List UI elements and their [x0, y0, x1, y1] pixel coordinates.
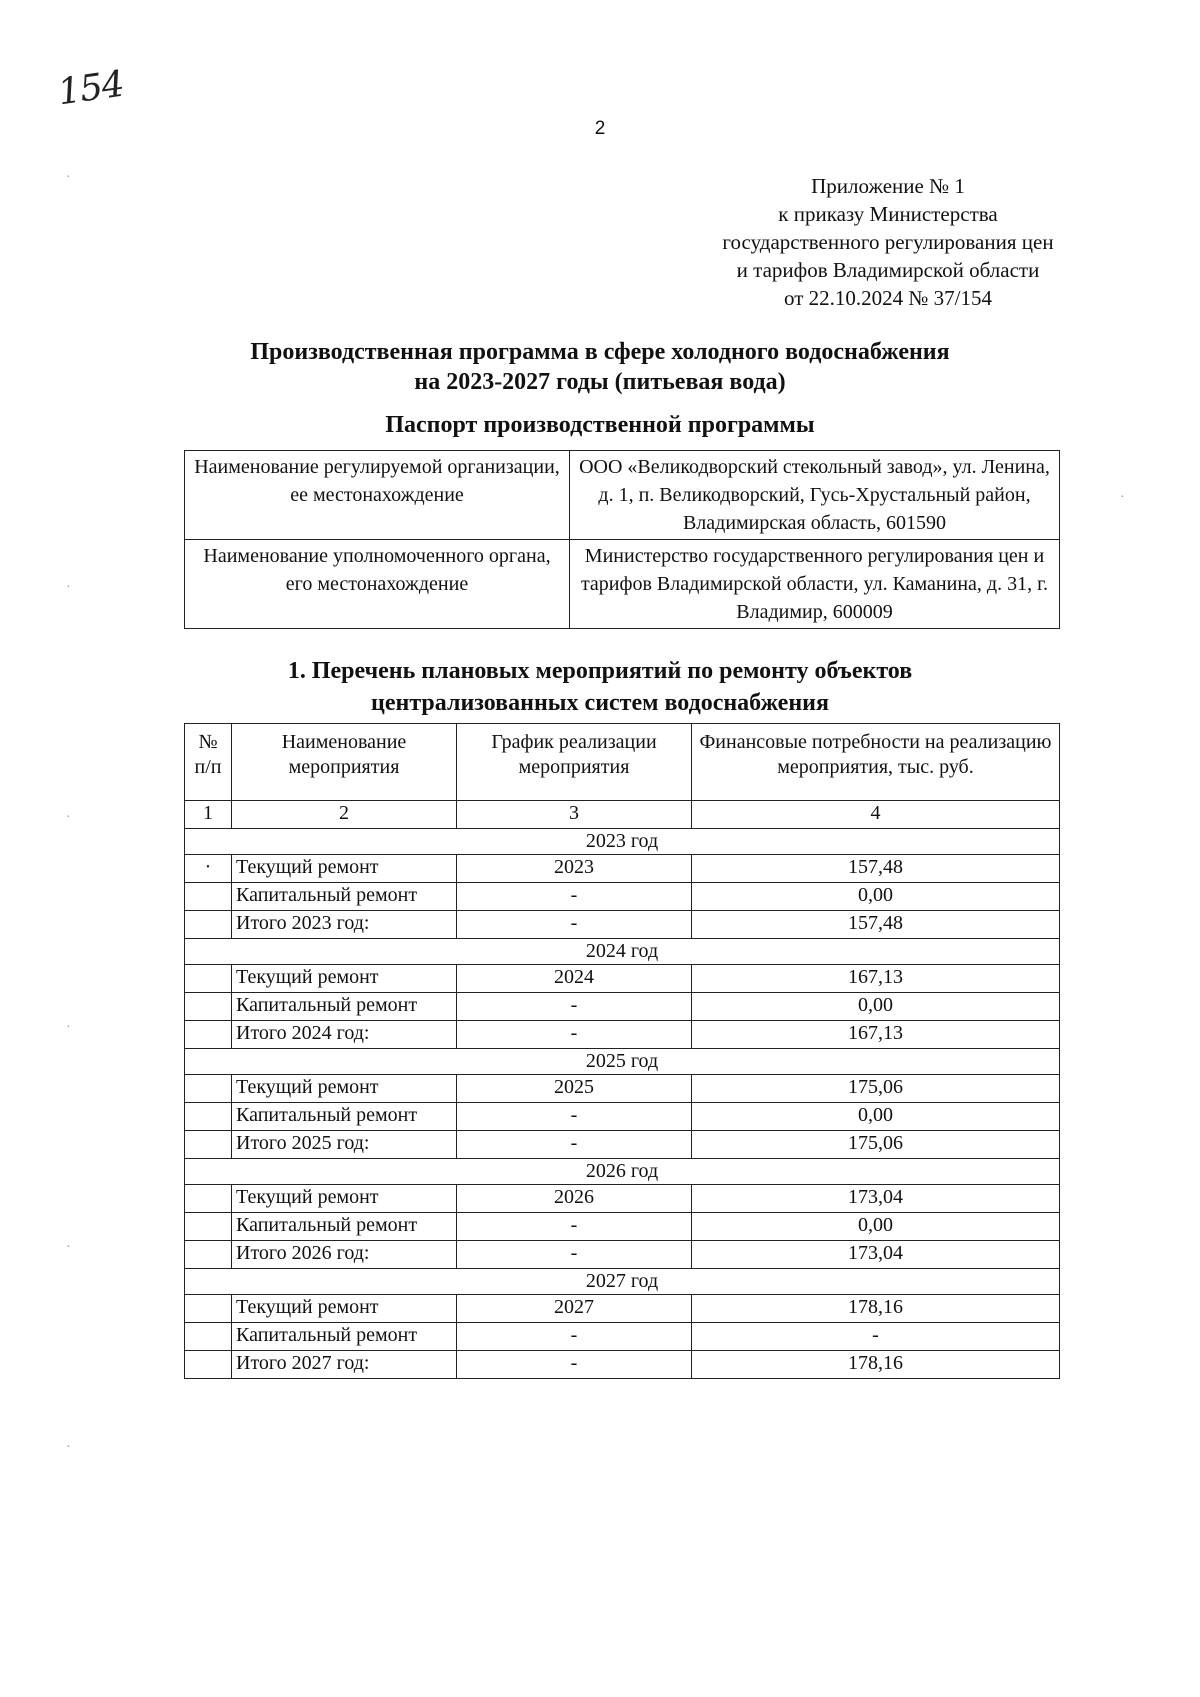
column-number-row — [185, 801, 1060, 829]
measure-name-cell: Капитальный ремонт — [232, 1323, 457, 1351]
row-number-cell — [185, 1131, 232, 1159]
schedule-cell: - — [457, 883, 692, 911]
amount-cell: 175,06 — [692, 1075, 1060, 1103]
column-header: Наименование мероприятия — [232, 724, 457, 801]
handwritten-page-note: 154 — [55, 63, 127, 114]
amount-cell: 0,00 — [692, 1213, 1060, 1241]
schedule-cell: - — [457, 993, 692, 1021]
column-number: 1 — [185, 801, 232, 829]
schedule-cell: - — [457, 911, 692, 939]
column-header: Финансовые потребности на реализацию мероприятия, тыс. руб. — [692, 724, 1060, 801]
table-row — [185, 1295, 1060, 1323]
passport-label: Наименование регулируемой организации, ее местонахождение — [185, 451, 570, 540]
column-number: 4 — [692, 801, 1060, 829]
row-number-cell — [185, 993, 232, 1021]
passport-value: ООО «Великодворский стекольный завод», ул. Ленина, д. 1, п. Великодворский, Гусь-Хрустальный район, Владимирская область, 601590 — [570, 451, 1060, 540]
table-row — [185, 1103, 1060, 1131]
table-row — [185, 1021, 1060, 1049]
measure-name-cell: Текущий ремонт — [232, 965, 457, 993]
amount-cell: 0,00 — [692, 883, 1060, 911]
scan-speck: · — [66, 1440, 71, 1455]
repairs-table-body — [185, 724, 1060, 1379]
amount-cell: 175,06 — [692, 1131, 1060, 1159]
schedule-cell: - — [457, 1103, 692, 1131]
amount-cell: - — [692, 1323, 1060, 1351]
table-row — [185, 1323, 1060, 1351]
schedule-cell: - — [457, 1213, 692, 1241]
measure-name-cell: Текущий ремонт — [232, 1185, 457, 1213]
year-group-row — [185, 1269, 1060, 1295]
table-row — [185, 1241, 1060, 1269]
row-number-cell — [185, 911, 232, 939]
appendix-line: государственного регулирования цен — [722, 230, 1054, 254]
amount-cell: 0,00 — [692, 993, 1060, 1021]
measure-name-cell: Итого 2024 год: — [232, 1021, 457, 1049]
column-header: № п/п — [185, 724, 232, 801]
schedule-cell: 2027 — [457, 1295, 692, 1323]
year-label: 2027 год — [185, 1269, 1060, 1295]
amount-cell: 0,00 — [692, 1103, 1060, 1131]
measure-name-cell: Итого 2025 год: — [232, 1131, 457, 1159]
table-row — [185, 883, 1060, 911]
row-number-cell — [185, 1185, 232, 1213]
table-row — [185, 1351, 1060, 1379]
passport-heading: Паспорт производственной программы — [385, 412, 815, 438]
measure-name-cell: Текущий ремонт — [232, 1295, 457, 1323]
measure-name-cell: Итого 2023 год: — [232, 911, 457, 939]
scan-speck: · — [66, 1240, 71, 1255]
table-row — [185, 1213, 1060, 1241]
appendix-line: от 22.10.2024 № 37/154 — [783, 286, 993, 310]
section-heading-line: 1. Перечень плановых мероприятий по ремонту объектов — [287, 658, 913, 684]
year-group-row — [185, 1159, 1060, 1185]
amount-cell: 173,04 — [692, 1241, 1060, 1269]
row-number-cell — [185, 1021, 232, 1049]
scan-speck: · — [66, 1020, 71, 1035]
column-number: 2 — [232, 801, 457, 829]
column-number: 3 — [457, 801, 692, 829]
passport-row — [185, 451, 1060, 540]
amount-cell: 167,13 — [692, 1021, 1060, 1049]
amount-cell: 173,04 — [692, 1185, 1060, 1213]
appendix-line: и тарифов Владимирской области — [736, 258, 1040, 282]
row-number-cell — [185, 1323, 232, 1351]
schedule-cell: 2026 — [457, 1185, 692, 1213]
passport-row — [185, 540, 1060, 629]
schedule-cell: - — [457, 1241, 692, 1269]
schedule-cell: - — [457, 1021, 692, 1049]
appendix-line: Приложение № 1 — [811, 174, 965, 198]
year-group-row — [185, 1049, 1060, 1075]
row-number-cell — [185, 965, 232, 993]
row-number-cell — [185, 883, 232, 911]
scan-speck: · — [66, 170, 71, 185]
schedule-cell: 2025 — [457, 1075, 692, 1103]
title-line: на 2023-2027 годы (питьевая вода) — [414, 369, 786, 395]
table-row — [185, 855, 1060, 883]
document-title — [0, 337, 1200, 397]
section-heading-line: централизованных систем водоснабжения — [371, 690, 829, 716]
year-label: 2025 год — [185, 1049, 1060, 1075]
scan-speck: · — [66, 810, 71, 825]
repairs-table — [184, 723, 1060, 1379]
measure-name-cell: Капитальный ремонт — [232, 883, 457, 911]
scan-speck: · — [66, 580, 71, 595]
schedule-cell: 2024 — [457, 965, 692, 993]
row-number-cell — [185, 1295, 232, 1323]
column-header: График реализации мероприятия — [457, 724, 692, 801]
amount-cell: 178,16 — [692, 1295, 1060, 1323]
year-group-row — [185, 829, 1060, 855]
table-row — [185, 1131, 1060, 1159]
measure-name-cell: Текущий ремонт — [232, 1075, 457, 1103]
amount-cell: 178,16 — [692, 1351, 1060, 1379]
schedule-cell: - — [457, 1351, 692, 1379]
table-row — [185, 911, 1060, 939]
amount-cell: 157,48 — [692, 855, 1060, 883]
year-group-row — [185, 939, 1060, 965]
passport-value: Министерство государственного регулирования цен и тарифов Владимирской области, ул. Каманина, д. 31, г. Владимир, 600009 — [570, 540, 1060, 629]
year-label: 2023 год — [185, 829, 1060, 855]
page-number: 2 — [594, 118, 606, 139]
year-label: 2026 год — [185, 1159, 1060, 1185]
row-number-cell — [185, 1351, 232, 1379]
measure-name-cell: Капитальный ремонт — [232, 993, 457, 1021]
table-row — [185, 965, 1060, 993]
schedule-cell: - — [457, 1323, 692, 1351]
schedule-cell: 2023 — [457, 855, 692, 883]
row-number-cell — [185, 1241, 232, 1269]
title-line: Производственная программа в сфере холодного водоснабжения — [250, 339, 950, 365]
row-number-cell — [185, 1103, 232, 1131]
appendix-line: к приказу Министерства — [778, 202, 998, 226]
measure-name-cell: Текущий ремонт — [232, 855, 457, 883]
table-row — [185, 993, 1060, 1021]
scan-speck: · — [1120, 490, 1125, 505]
passport-label: Наименование уполномоченного органа, его местонахождение — [185, 540, 570, 629]
table-header-row — [185, 724, 1060, 801]
table-row — [185, 1075, 1060, 1103]
amount-cell: 157,48 — [692, 911, 1060, 939]
amount-cell: 167,13 — [692, 965, 1060, 993]
row-number-cell — [185, 1213, 232, 1241]
section-heading — [0, 655, 1200, 719]
schedule-cell: - — [457, 1131, 692, 1159]
passport-table — [184, 450, 1060, 629]
row-number-cell: · — [185, 855, 232, 883]
table-row — [185, 1185, 1060, 1213]
appendix-block — [668, 172, 1108, 312]
measure-name-cell: Капитальный ремонт — [232, 1213, 457, 1241]
year-label: 2024 год — [185, 939, 1060, 965]
measure-name-cell: Капитальный ремонт — [232, 1103, 457, 1131]
measure-name-cell: Итого 2027 год: — [232, 1351, 457, 1379]
measure-name-cell: Итого 2026 год: — [232, 1241, 457, 1269]
row-number-cell — [185, 1075, 232, 1103]
